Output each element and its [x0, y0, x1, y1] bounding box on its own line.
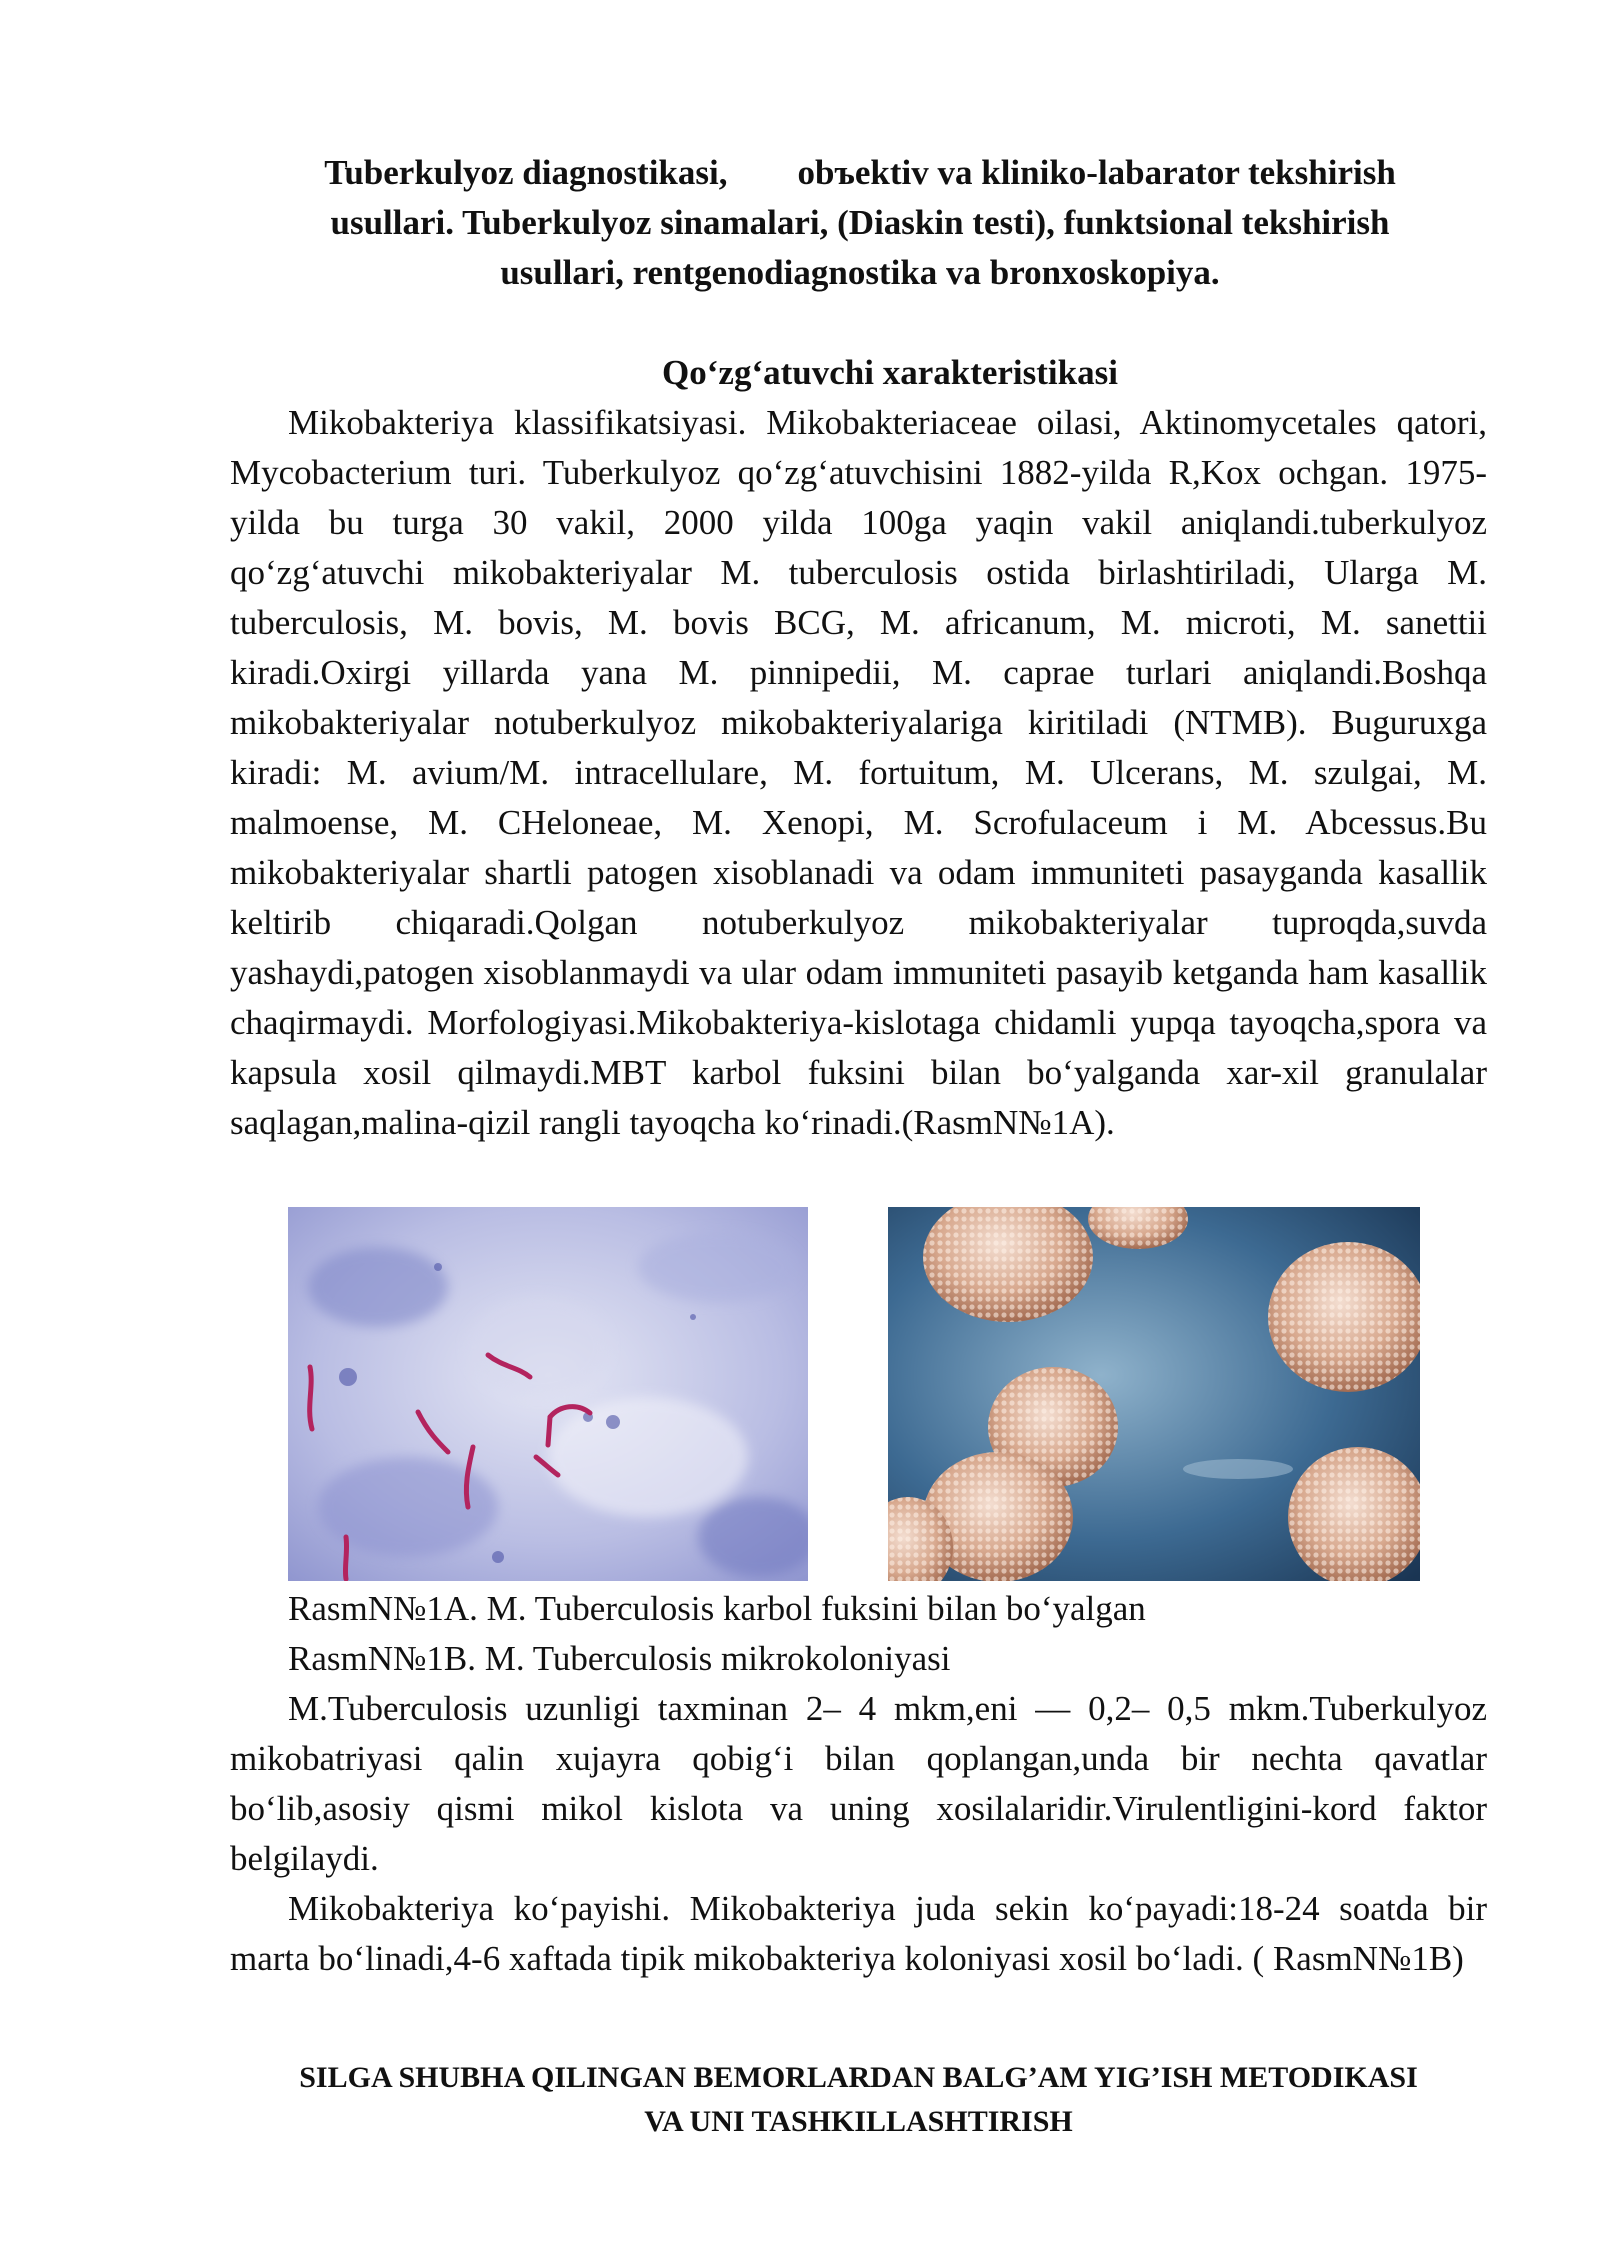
paragraph-morphology-size: M.Tuberculosis uzunligi taxminan 2– 4 mkm,eni — 0,2– 0,5 mkm.Tuberkulyoz mikobatriyasi qalin xujayra qobig‘i bilan qoplangan,unda bir nechta qavatlar bo‘lib,asosiy qismi mikol kislota va uning xosilalaridir.Virulentligini-kord faktor belgilaydi.: [230, 1689, 1487, 1878]
section-heading: Qo‘zg‘atuvchi xarakteristikasi: [662, 353, 1118, 392]
section-heading-sputum-line-2: VA UNI TASHKILLASHTIRISH: [644, 2105, 1073, 2138]
title-line-1-part-a: Tuberkulyoz diagnostikasi,: [324, 153, 728, 192]
micrograph-image: [288, 1207, 808, 1581]
paragraph-classification: Mikobakteriya klassifikatsiyasi. Mikobakteriaceae oilasi, Aktinomycetales qatori, Mycobacterium turi. Tuberkulyoz qo‘zg‘atuvchisini 1882-yilda R,Kox ochgan. 1975-yilda bu turga 30 vakil, 2000 yilda 100ga yaqin vakil aniqlandi.tuberkulyoz qo‘zg‘atuvchi mikobakteriyalar M. tuberculosis ostida birlashtiriladi, Ularga M. tuberculosis, M. bovis, M. bovis BCG, M. africanum, M. microti, M. sanettii kiradi.Oxirgi yillarda yana M. pinnipedii, M. caprae turlari aniqlandi.Boshqa mikobakteriyalar notuberkulyoz mikobakteriyalariga kiritiladi (NTMB). Buguruxga kiradi: M. avium/M. intracellulare, M. fortuitum, M. Ulcerans, M. szulgai, M. malmoense, M. CHeloneae, M. Xenopi, M. Scrofulaceum i M. Abcessus.Bu mikobakteriyalar shartli patogen xisoblanadi va odam immuniteti pasayganda kasallik keltirib chiqaradi.Qolgan notuberkulyoz mikobakteriyalar tuproqda,suvda yashaydi,patogen xisoblanmaydi va ular odam immuniteti pasayib ketganda ham kasallik chaqirmaydi. Morfologiyasi.Mikobakteriya-kislotaga chidamli yupqa tayoqcha,spora va kapsula xosil qilmaydi.MBT karbol fuksini bilan bo‘yalganda xar-xil granulalar saqlagan,malina-qizil rangli tayoqcha ko‘rinadi.(RasmN№1A).: [230, 403, 1487, 1142]
title-line-2: usullari. Tuberkulyoz sinamalari, (Diaskin testi), funktsional tekshirish: [330, 203, 1390, 242]
colonies-image: [888, 1207, 1420, 1581]
caption-figure-1a: RasmN№1A. M. Tuberculosis karbol fuksini bilan bo‘yalgan: [288, 1589, 1146, 1628]
title-line-1: [230, 148, 1490, 198]
figure-1a-micrograph: [288, 1207, 808, 1581]
paragraph-reproduction: Mikobakteriya ko‘payishi. Mikobakteriya juda sekin ko‘payadi:18-24 soatda bir marta bo‘linadi,4-6 xaftada tipik mikobakteriya koloniyasi xosil bo‘ladi. ( RasmN№1B): [230, 1889, 1487, 1978]
caption-figure-1b: RasmN№1B. M. Tuberculosis mikrokoloniyasi: [288, 1639, 951, 1678]
section-heading-sputum: [230, 2056, 1487, 2144]
figure-1b-colonies: [888, 1207, 1420, 1581]
title-line-3: usullari, rentgenodiagnostika va bronxoskopiya.: [500, 253, 1220, 292]
document-title: [230, 148, 1490, 298]
section-heading-sputum-line-1: SILGA SHUBHA QILINGAN BEMORLARDAN BALG’AM YIG’ISH METODIKASI: [299, 2061, 1418, 2094]
title-line-1-part-b: obъektiv va kliniko-labarator tekshirish: [797, 153, 1396, 192]
